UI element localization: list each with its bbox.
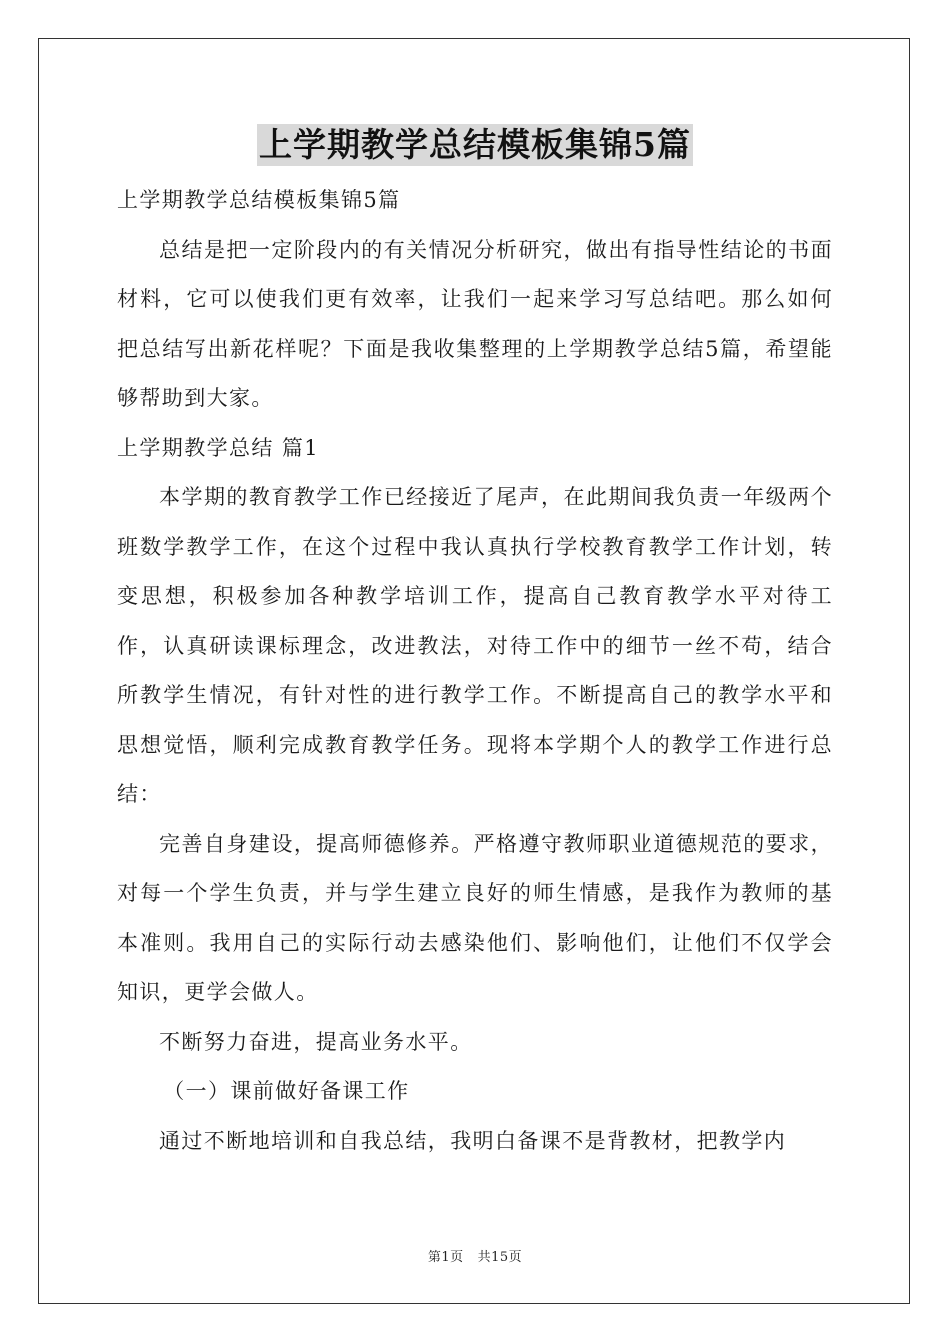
intro-paragraph: 总结是把一定阶段内的有关情况分析研究，做出有指导性结论的书面材料，它可以使我们更有效率，让我们一起来学习写总结吧。那么如何把总结写出新花样呢？下面是我收集整理的上学期教学总结5篇，希望能够帮助到大家。 xyxy=(117,237,833,410)
page-footer xyxy=(0,1246,950,1265)
page-total: 共15页 xyxy=(477,1250,523,1265)
body-paragraph: 本学期的教育教学工作已经接近了尾声，在此期间我负责一年级两个班数学教学工作，在这个过程中我认真执行学校教育教学工作计划，转变思想，积极参加各种教学培训工作，提高自己教育教学水平对待工作，认真研读课标理念，改进教法，对待工作中的细节一丝不苟，结合所教学生情况，有针对性的进行教学工作。不断提高自己的教学水平和思想觉悟，顺利完成教育教学任务。现将本学期个人的教学工作进行总结： xyxy=(117,485,833,806)
page-number: 第1页 xyxy=(427,1250,464,1265)
section-heading: 上学期教学总结 篇1 xyxy=(117,435,320,460)
document-title: 上学期教学总结模板集锦5篇 xyxy=(259,125,691,164)
body-paragraph: 不断努力奋进，提高业务水平。 xyxy=(159,1029,473,1054)
document-body xyxy=(117,176,833,1166)
sub-section-heading: （一）课前做好备课工作 xyxy=(163,1079,410,1103)
doc-subtitle-line: 上学期教学总结模板集锦5篇 xyxy=(117,188,401,212)
body-paragraph: 完善自身建设，提高师德修养。严格遵守教师职业道德规范的要求，对每一个学生负责，并与学生建立良好的师生情感，是我作为教师的基本准则。我用自己的实际行动去感染他们、影响他们，让他们不仅学会知识，更学会做人。 xyxy=(117,831,833,1004)
title-container xyxy=(0,124,950,166)
body-paragraph: 通过不断地培训和自我总结，我明白备课不是背教材，把教学内 xyxy=(159,1128,787,1153)
